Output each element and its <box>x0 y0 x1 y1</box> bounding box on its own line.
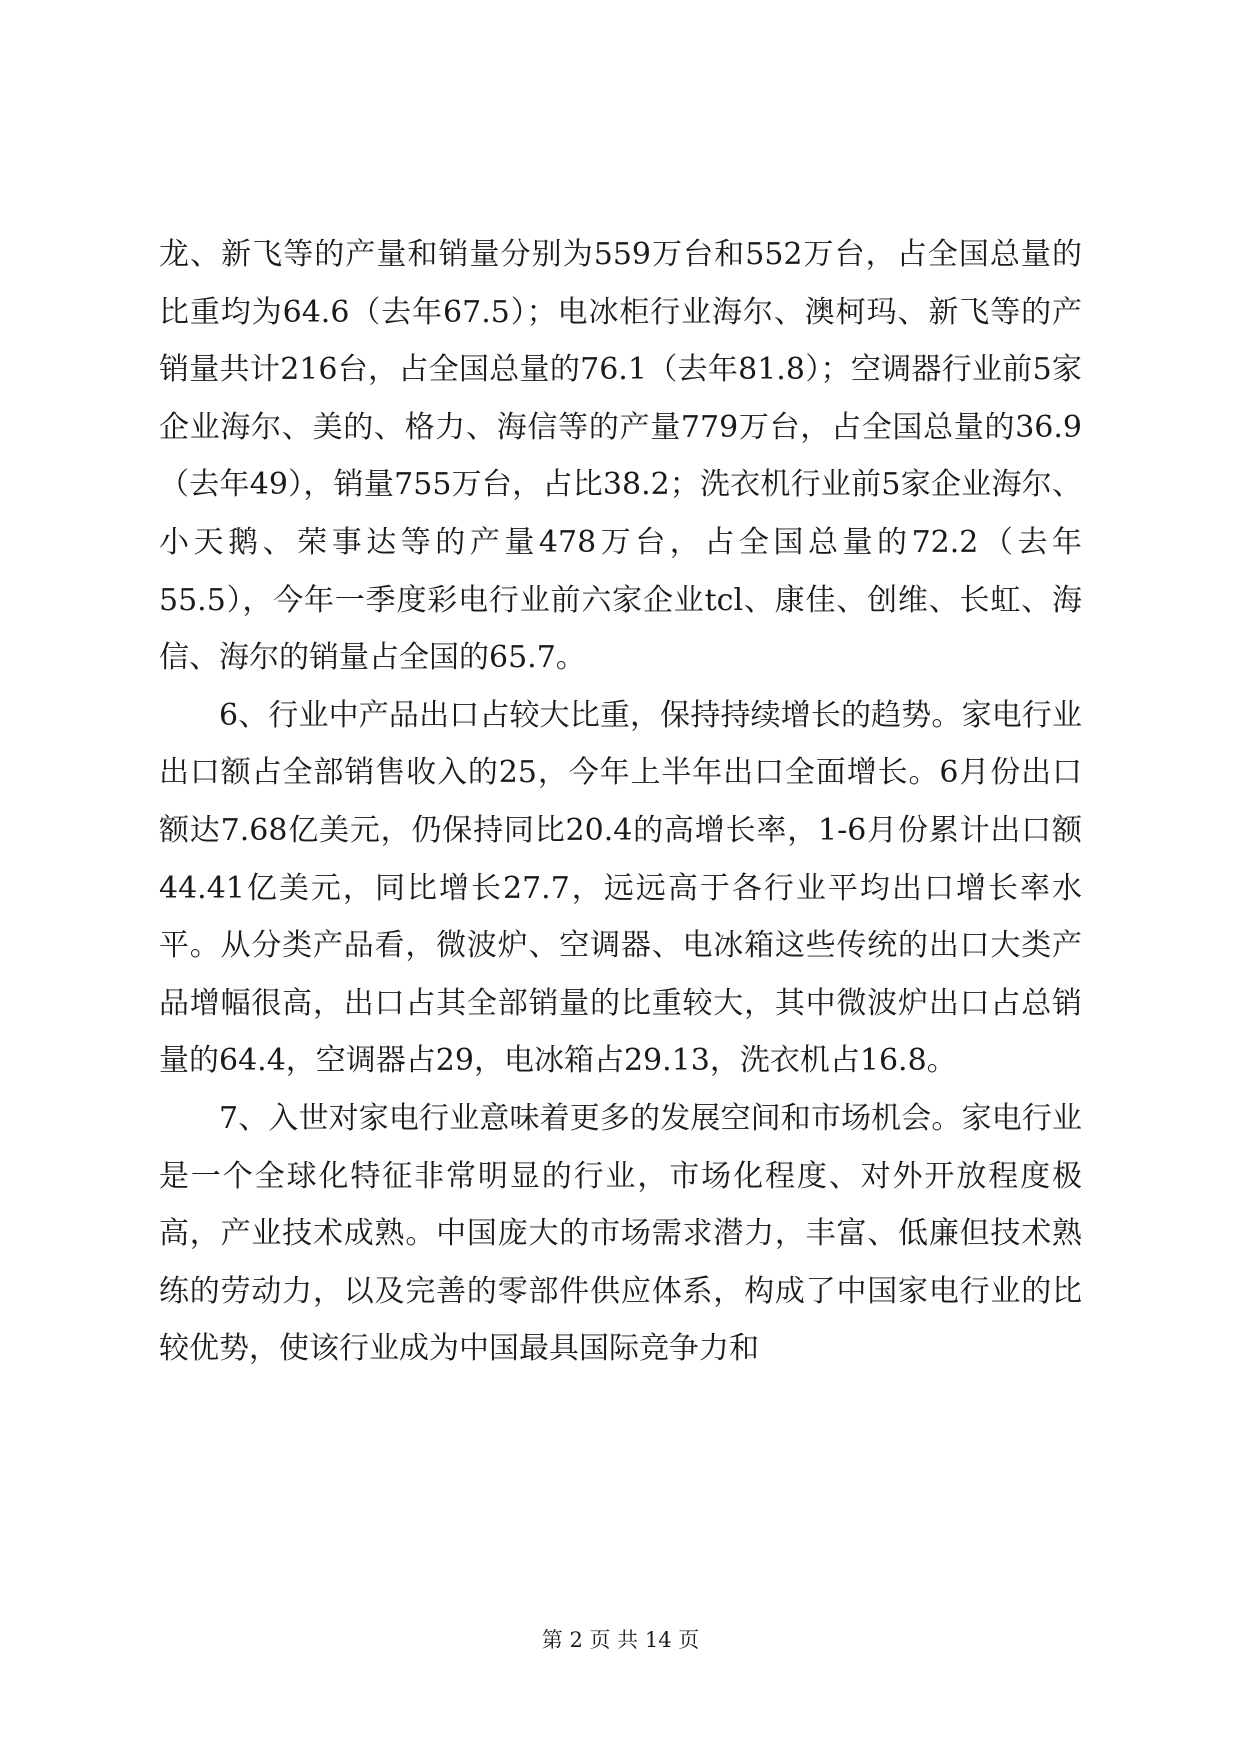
paragraph-3: 7、入世对家电行业意味着更多的发展空间和市场机会。家电行业是一个全球化特征非常明显的行业，市场化程度、对外开放程度极高，产业技术成熟。中国庞大的市场需求潜力，丰富、低廉但技术熟练的劳动力，以及完善的零部件供应体系，构成了中国家电行业的比较优势，使该行业成为中国最具国际竞争力和 <box>159 1100 1082 1367</box>
paragraph-2: 6、行业中产品出口占较大比重，保持持续增长的趋势。家电行业出口额占全部销售收入的25，今年上半年出口全面增长。6月份出口额达7.68亿美元，仍保持同比20.4的高增长率，1-6月份累计出口额44.41亿美元，同比增长27.7，远远高于各行业平均出口增长率水平。从分类产品看，微波炉、空调器、电冰箱这些传统的出口大类产品增幅很高，出口占其全部销量的比重较大，其中微波炉出口占总销量的64.4，空调器占29，电冰箱占29.13，洗衣机占16.8。 <box>159 697 1082 1079</box>
document-body <box>159 226 1082 1378</box>
page-number-label: 第 2 页 共 14 页 <box>541 1628 700 1652</box>
page-footer <box>0 1624 1241 1654</box>
paragraph-1: 龙、新飞等的产量和销量分别为559万台和552万台，占全国总量的比重均为64.6（去年67.5）；电冰柜行业海尔、澳柯玛、新飞等的产销量共计216台，占全国总量的76.1（去年81.8）；空调器行业前5家企业海尔、美的、格力、海信等的产量779万台，占全国总量的36.9（去年49），销量755万台，占比38.2；洗衣机行业前5家企业海尔、小天鹅、荣事达等的产量478万台，占全国总量的72.2（去年55.5），今年一季度彩电行业前六家企业tcl、康佳、创维、长虹、海信、海尔的销量占全国的65.7。 <box>159 237 1082 676</box>
